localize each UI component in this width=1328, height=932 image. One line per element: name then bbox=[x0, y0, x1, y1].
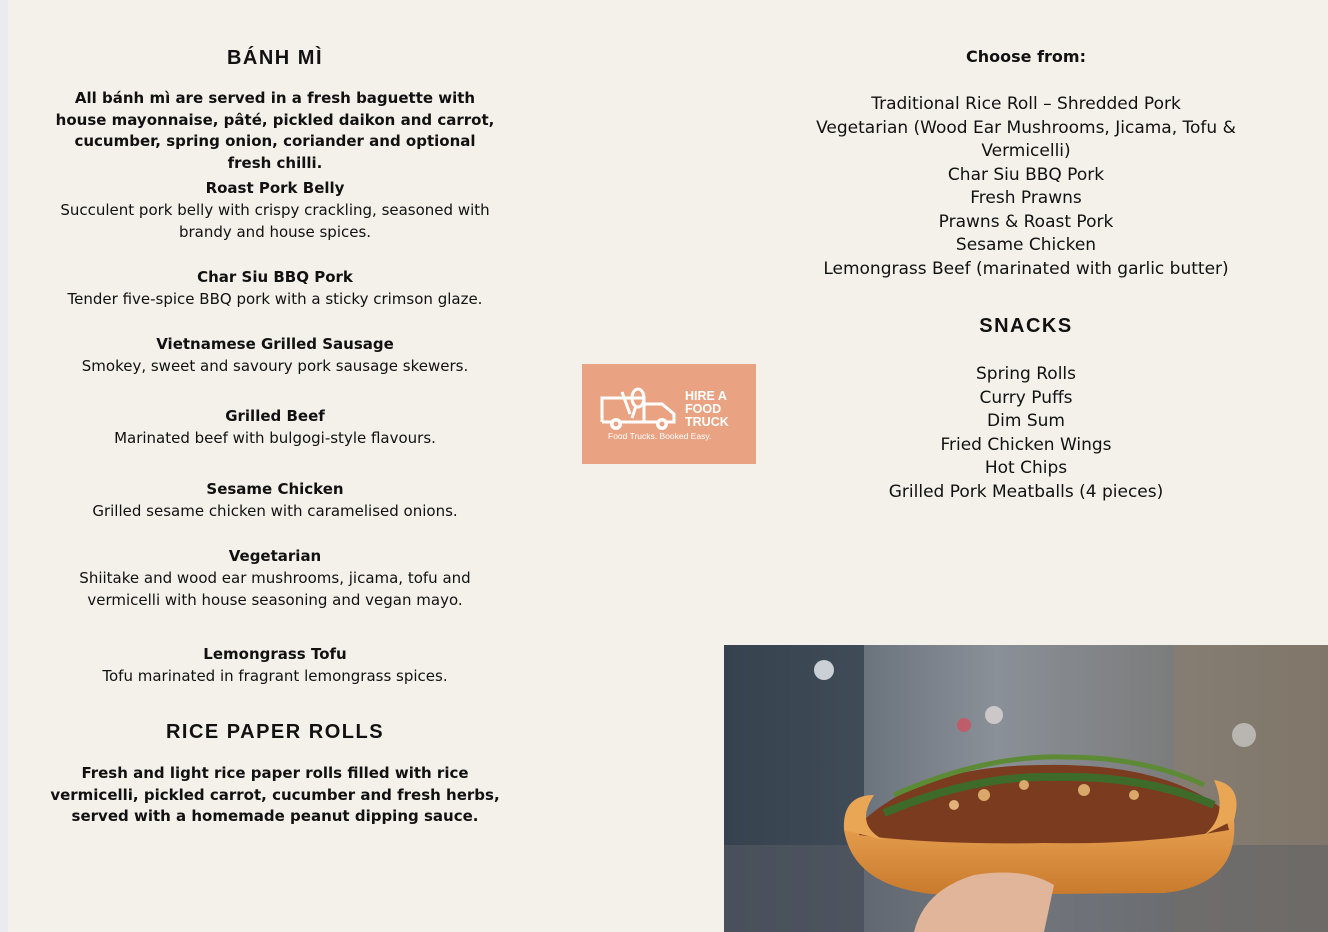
banh-mi-photo bbox=[724, 645, 1328, 932]
list-item: Hot Chips bbox=[984, 458, 1068, 478]
list-item: Dim Sum bbox=[987, 411, 1065, 431]
banh-mi-heading: BÁNH MÌ bbox=[226, 47, 324, 69]
menu-item-desc: Tofu marinated in fragrant lemongrass spices. bbox=[102, 667, 448, 685]
snacks-heading: SNACKS bbox=[979, 315, 1073, 337]
page-edge bbox=[0, 0, 8, 932]
list-item: Fried Chicken Wings bbox=[940, 434, 1112, 455]
menu-item-name: Vietnamese Grilled Sausage bbox=[156, 335, 394, 353]
menu-item-name: Char Siu BBQ Pork bbox=[197, 268, 353, 286]
menu-item-desc: Smokey, sweet and savoury pork sausage skewers. bbox=[81, 357, 469, 375]
menu-item-name: Roast Pork Belly bbox=[205, 179, 345, 197]
logo-tagline: Food Trucks. Booked Easy. bbox=[608, 431, 712, 441]
menu-item bbox=[30, 178, 520, 243]
logo-line: TRUCK bbox=[685, 415, 729, 429]
menu-item-name: Lemongrass Tofu bbox=[203, 645, 347, 663]
list-item: Vegetarian (Wood Ear Mushrooms, Jicama, Tofu & Vermicelli) bbox=[816, 117, 1236, 161]
rice-paper-rolls-heading: RICE PAPER ROLLS bbox=[165, 721, 385, 743]
snacks-list bbox=[770, 363, 1282, 504]
menu-item bbox=[30, 479, 520, 522]
list-item: Lemongrass Beef (marinated with garlic butter) bbox=[823, 258, 1229, 279]
menu-item-desc: Tender five-spice BBQ pork with a sticky crimson glaze. bbox=[67, 290, 483, 308]
list-item: Spring Rolls bbox=[975, 364, 1077, 384]
banh-mi-photo-illustration bbox=[724, 645, 1328, 932]
list-item: Traditional Rice Roll – Shredded Pork bbox=[871, 94, 1181, 114]
choose-from-title: Choose from: bbox=[966, 47, 1086, 66]
menu-item bbox=[30, 546, 520, 611]
menu-item bbox=[30, 406, 520, 449]
list-item: Char Siu BBQ Pork bbox=[947, 164, 1105, 185]
menu-item-desc: Grilled sesame chicken with caramelised onions. bbox=[92, 502, 458, 520]
menu-item bbox=[30, 334, 520, 377]
list-item: Prawns & Roast Pork bbox=[938, 211, 1114, 232]
list-item: Curry Puffs bbox=[979, 387, 1073, 408]
rice-paper-rolls-intro: Fresh and light rice paper rolls filled with rice vermicelli, pickled carrot, cucumber and fresh herbs, served with a homemade peanut dipping sauce. bbox=[50, 764, 500, 825]
list-item: Sesame Chicken bbox=[955, 235, 1097, 255]
menu-item bbox=[30, 267, 520, 310]
logo-line: HIRE A bbox=[685, 389, 727, 403]
banh-mi-intro: All bánh mì are served in a fresh baguette with house mayonnaise, pâté, pickled daikon and carrot, cucumber, spring onion, coriander and optional fresh chilli. bbox=[55, 89, 495, 172]
menu-item-name: Sesame Chicken bbox=[206, 480, 344, 498]
hire-a-food-truck-logo bbox=[582, 364, 756, 464]
list-item: Grilled Pork Meatballs (4 pieces) bbox=[888, 481, 1164, 502]
menu-item-name: Grilled Beef bbox=[225, 407, 325, 425]
menu-item-name: Vegetarian bbox=[228, 547, 322, 565]
menu-item-desc: Succulent pork belly with crispy crackling, seasoned with brandy and house spices. bbox=[60, 201, 490, 241]
menu-item-desc: Shiitake and wood ear mushrooms, jicama, tofu and vermicelli with house seasoning and vegan mayo. bbox=[79, 569, 471, 609]
menu-item bbox=[30, 644, 520, 687]
logo-line: FOOD bbox=[685, 402, 722, 416]
rice-roll-options bbox=[770, 93, 1282, 281]
menu-item-desc: Marinated beef with bulgogi-style flavours. bbox=[114, 429, 436, 447]
food-truck-icon bbox=[582, 364, 756, 464]
list-item: Fresh Prawns bbox=[970, 188, 1082, 208]
logo-wordmark bbox=[685, 390, 729, 429]
